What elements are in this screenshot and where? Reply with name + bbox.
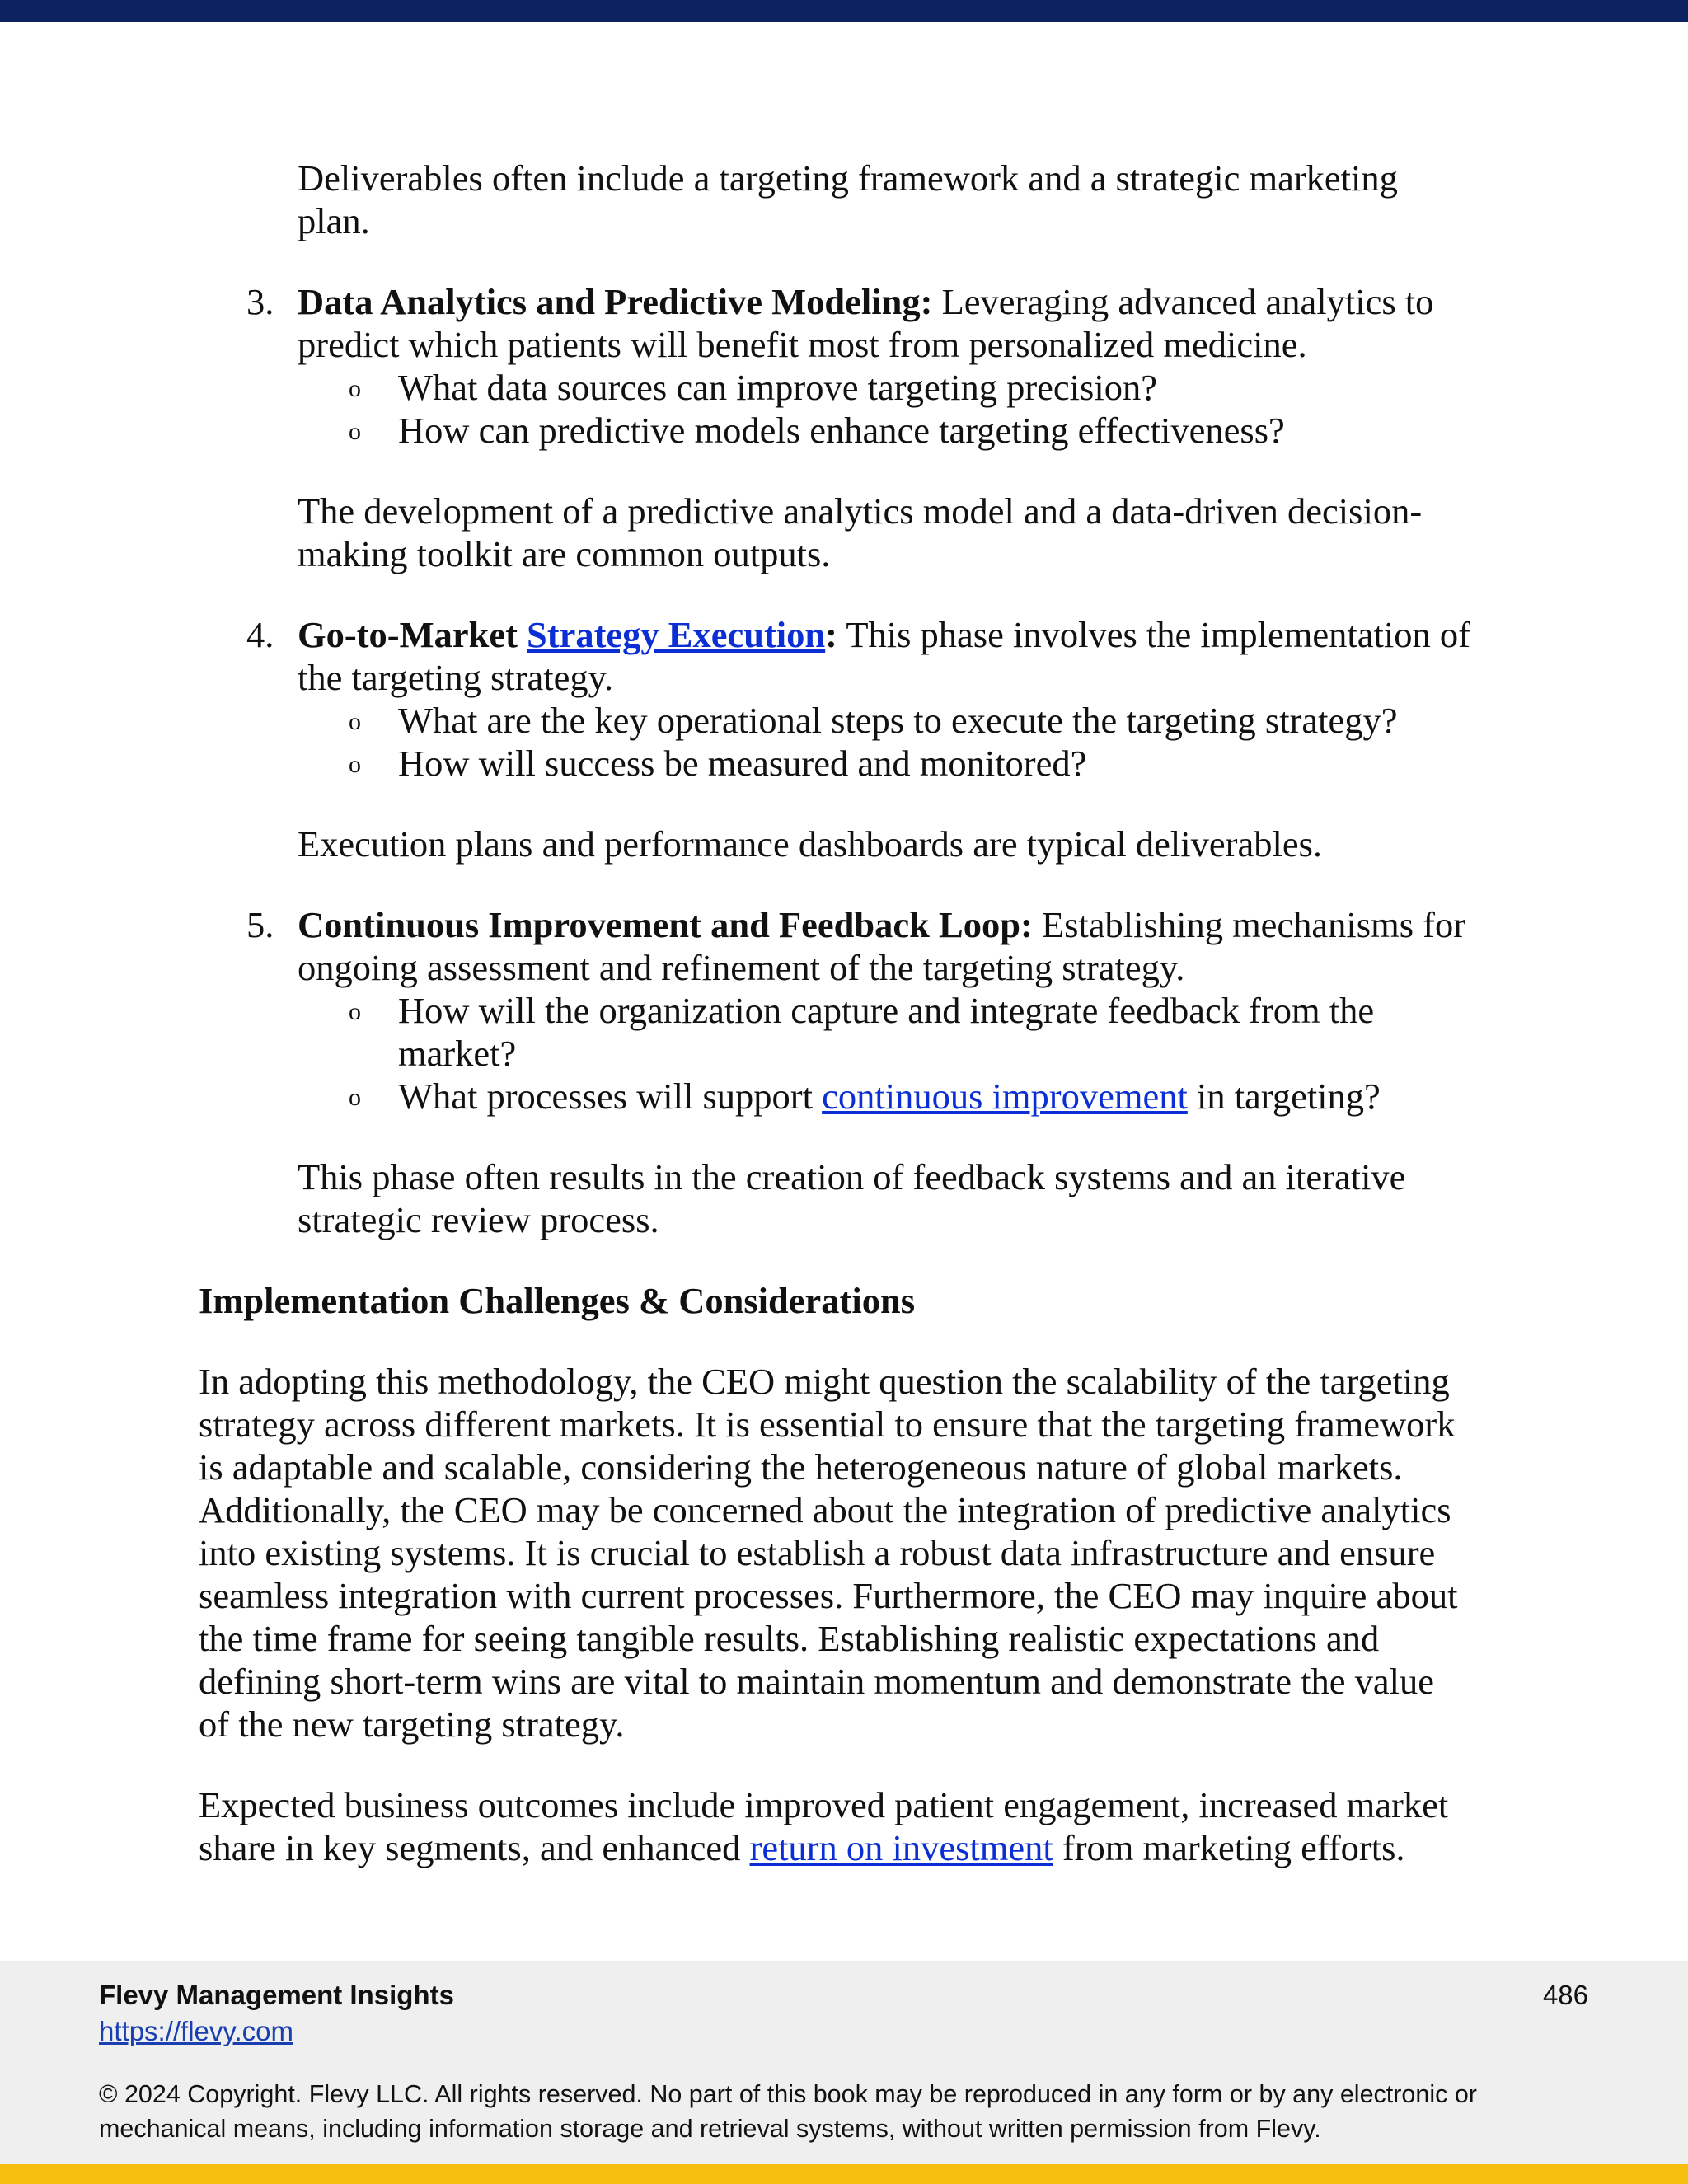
sub-bullet: o What are the key operational steps to execute the targeting strategy? <box>398 699 1501 742</box>
section-paragraph-2: Expected business outcomes include improved patient engagement, increased market share in key segments, and enhanced return on investment from marketing efforts. <box>199 1784 1449 1868</box>
list-item-3 <box>246 280 1501 366</box>
sub-bullet: o How will success be measured and monitored? <box>398 742 1501 785</box>
list-item-4 <box>246 613 1501 699</box>
sub-bullet: o What data sources can improve targeting precision? <box>398 366 1501 409</box>
top-accent-bar <box>0 0 1688 22</box>
circle-bullet-icon: o <box>349 751 361 778</box>
circle-bullet-icon: o <box>349 418 361 445</box>
list-number: 3. <box>246 281 274 322</box>
item-title: Go-to-Market Strategy Execution: <box>298 614 837 655</box>
item-note: This phase often results in the creation of feedback systems and an iterative strategic review process. <box>298 1156 1406 1240</box>
list-item-text: Go-to-Market Strategy Execution: This phase involves the implementation of the targeting strategy. <box>298 614 1470 698</box>
footer-url-link[interactable]: https://flevy.com <box>99 2016 293 2046</box>
document-body <box>199 157 1501 1869</box>
item-title: Data Analytics and Predictive Modeling: <box>298 281 933 322</box>
page-number: 486 <box>1542 1980 1588 2010</box>
page-footer <box>0 1961 1688 2164</box>
item-note: Execution plans and performance dashboards are typical deliverables. <box>298 823 1323 865</box>
sub-bullet: o How can predictive models enhance targeting effectiveness? <box>398 409 1501 452</box>
sub-bullet: o How will the organization capture and integrate feedback from the market? <box>349 990 1375 1074</box>
circle-bullet-icon: o <box>349 375 361 402</box>
sub-bullet: o What processes will support continuous improvement in targeting? <box>398 1075 1501 1118</box>
list-number: 4. <box>246 614 274 655</box>
section-paragraph-1: In adopting this methodology, the CEO might question the scalability of the targeting strategy across different markets. It is essential to ensure that the targeting framework is adaptable and scalable, considering the heterogeneous nature of global markets. Additionally, the CEO may be concerned about the integration of predictive analytics into existing systems. It is crucial to establish a robust data infrastructure and ensure seamless integration with current processes. Furthermore, the CEO may inquire about the time frame for seeing tangible results. Establishing realistic expectations and defining short-term wins are vital to maintain momentum and demonstrate the value of the new targeting strategy. <box>199 1361 1458 1745</box>
list-item-5 <box>246 903 1501 989</box>
return-on-investment-link[interactable]: return on investment <box>749 1827 1053 1868</box>
list-number: 5. <box>246 904 274 945</box>
strategy-execution-link[interactable]: Strategy Execution <box>527 614 826 655</box>
footer-title: Flevy Management Insights <box>99 1980 454 2010</box>
copyright-notice: © 2024 Copyright. Flevy LLC. All rights reserved. No part of this book may be reproduced in any form or by any electronic or mechanical means, including information storage and retrieval systems, without written permission from Flevy. <box>99 2080 1477 2143</box>
intro-paragraph: Deliverables often include a targeting framework and a strategic marketing plan. <box>298 157 1398 241</box>
item-title: Continuous Improvement and Feedback Loop: <box>298 904 1033 945</box>
section-heading: Implementation Challenges & Considerations <box>199 1280 916 1321</box>
list-item-text: Continuous Improvement and Feedback Loop: Establishing mechanisms for ongoing assessment and refinement of the targeting strategy. <box>298 904 1466 988</box>
circle-bullet-icon: o <box>349 1084 361 1111</box>
list-item-text: Data Analytics and Predictive Modeling: Leveraging advanced analytics to predict which patients will benefit most from personalized medicine. <box>298 281 1434 365</box>
circle-bullet-icon: o <box>349 998 361 1025</box>
circle-bullet-icon: o <box>349 708 361 735</box>
item-note: The development of a predictive analytics model and a data-driven decision- making toolkit are common outputs. <box>298 490 1423 574</box>
bottom-accent-bar <box>0 2164 1688 2184</box>
continuous-improvement-link[interactable]: continuous improvement <box>822 1076 1188 1117</box>
